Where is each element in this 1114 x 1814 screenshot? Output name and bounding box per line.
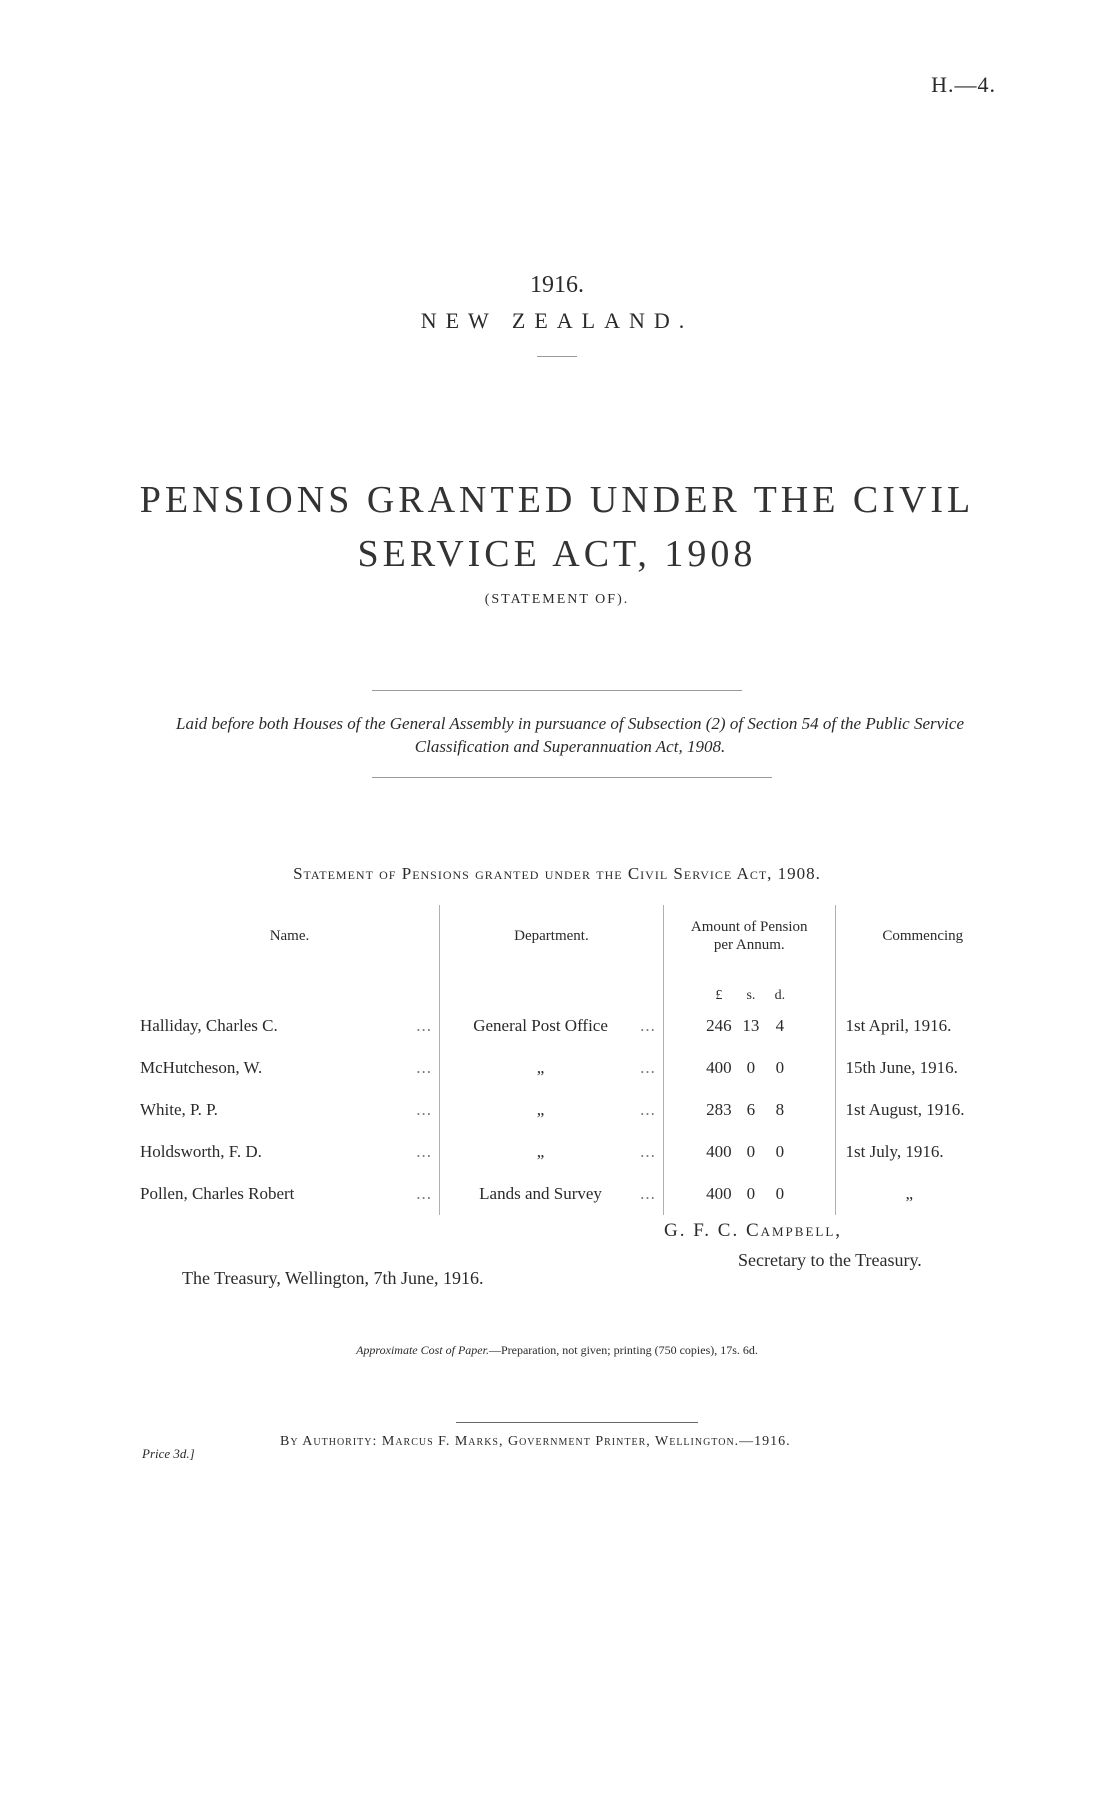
department-cell (439, 1005, 663, 1047)
leader-dots: ... (416, 1184, 432, 1203)
commencing-date: 1st April, 1916. (835, 1005, 1010, 1047)
pensioner-name-cell (140, 1005, 439, 1047)
amount-pounds: 400 (706, 1142, 732, 1161)
amount-cell (663, 1173, 835, 1215)
pensioner-name-cell (140, 1173, 439, 1215)
divider (537, 356, 577, 357)
title-line-1: PENSIONS GRANTED UNDER THE CIVIL (139, 479, 975, 521)
amount-header-line-1: Amount of Pension (690, 919, 808, 935)
amount-cell (663, 1005, 835, 1047)
amount-pence: 4 (775, 1016, 785, 1035)
leader-dots: ... (640, 1100, 656, 1119)
document-year: 1916. (530, 272, 584, 298)
leader-dots: ... (416, 1100, 432, 1119)
column-header-department: Department. (439, 905, 663, 967)
commencing-date: 15th June, 1916. (835, 1047, 1010, 1089)
leader-dots: ... (416, 1016, 432, 1035)
pensioner-name-cell (140, 1131, 439, 1173)
commencing-date: 1st July, 1916. (835, 1131, 1010, 1173)
unit-pounds: £ (715, 988, 723, 1003)
amount-shillings: 0 (746, 1142, 756, 1161)
amount-shillings: 13 (742, 1016, 760, 1035)
column-header-name: Name. (269, 928, 310, 944)
pensioner-name: Holdsworth, F. D. (140, 1142, 262, 1161)
commencing-date: 1st August, 1916. (835, 1089, 1010, 1131)
pensioner-name: White, P. P. (140, 1100, 218, 1119)
pensioner-name-cell (140, 1047, 439, 1089)
document-reference: H.—4. (931, 72, 996, 97)
amount-pounds: 400 (706, 1184, 732, 1203)
leader-dots: ... (640, 1016, 656, 1035)
unit-pence: d. (774, 988, 786, 1003)
title-line-2: SERVICE ACT, 1908 (357, 533, 757, 575)
column-header-amount (663, 905, 835, 967)
amount-pence: 8 (775, 1100, 785, 1119)
amount-cell (663, 1089, 835, 1131)
amount-pence: 0 (775, 1184, 785, 1203)
unit-shillings: s. (746, 988, 756, 1003)
leader-dots: ... (640, 1184, 656, 1203)
table-row (140, 1173, 1010, 1215)
table-row (140, 1131, 1010, 1173)
department: Lands and Survey (479, 1184, 602, 1203)
cost-label: Approximate Cost of Paper. (356, 1343, 489, 1357)
commencing-date: „ (835, 1173, 1010, 1215)
table-row (140, 1089, 1010, 1131)
department: „ (536, 1100, 545, 1119)
units-cell (663, 967, 835, 1005)
amount-pounds: 400 (706, 1058, 732, 1077)
pensioner-name: Halliday, Charles C. (140, 1016, 278, 1035)
divider (456, 1422, 698, 1423)
cost-of-paper (0, 1343, 1114, 1358)
divider (372, 777, 772, 778)
amount-shillings: 6 (746, 1100, 756, 1119)
amount-pounds: 246 (706, 1016, 732, 1035)
department: General Post Office (473, 1016, 608, 1035)
cost-text: —Preparation, not given; printing (750 copies), 17s. 6d. (488, 1343, 758, 1357)
leader-dots: ... (416, 1142, 432, 1161)
leader-dots: ... (640, 1142, 656, 1161)
signatory-name: G. F. C. Campbell, (664, 1220, 843, 1241)
pensioner-name: McHutcheson, W. (140, 1058, 263, 1077)
department-cell (439, 1089, 663, 1131)
subtitle: (STATEMENT OF). (484, 592, 630, 607)
leader-dots: ... (416, 1058, 432, 1077)
amount-pence: 0 (775, 1142, 785, 1161)
leader-dots: ... (640, 1058, 656, 1077)
laid-before-notice: Laid before both Houses of the General Assembly in pursuance of Subsection (2) of Section 54 of the Public Service Classification and Superannuation Act, 1908. (176, 714, 964, 756)
place-and-date: The Treasury, Wellington, 7th June, 1916. (182, 1268, 484, 1288)
printing-authority: By Authority: Marcus F. Marks, Government Printer, Wellington.—1916. (280, 1434, 791, 1449)
amount-shillings: 0 (746, 1058, 756, 1077)
pensioner-name: Pollen, Charles Robert (140, 1184, 295, 1203)
department-cell (439, 1047, 663, 1089)
department: „ (536, 1142, 545, 1161)
department-cell (439, 1131, 663, 1173)
amount-pounds: 283 (706, 1100, 732, 1119)
department-cell (439, 1173, 663, 1215)
column-header-commencing: Commencing (835, 905, 1010, 967)
price: Price 3d.] (142, 1446, 195, 1461)
table-header-row (140, 905, 1010, 967)
signatory-title: Secretary to the Treasury. (738, 1250, 922, 1270)
amount-cell (663, 1131, 835, 1173)
pensioner-name-cell (140, 1089, 439, 1131)
pensions-table (140, 905, 1010, 1215)
amount-header-line-2: per Annum. (713, 937, 785, 953)
department: „ (536, 1058, 545, 1077)
country-name: NEW ZEALAND. (420, 308, 694, 333)
divider (372, 690, 742, 691)
amount-pence: 0 (775, 1058, 785, 1077)
amount-cell (663, 1047, 835, 1089)
units-row (140, 967, 1010, 1005)
table-row (140, 1005, 1010, 1047)
table-row (140, 1047, 1010, 1089)
amount-shillings: 0 (746, 1184, 756, 1203)
statement-heading: Statement of Pensions granted under the Civil Service Act, 1908. (293, 864, 821, 883)
